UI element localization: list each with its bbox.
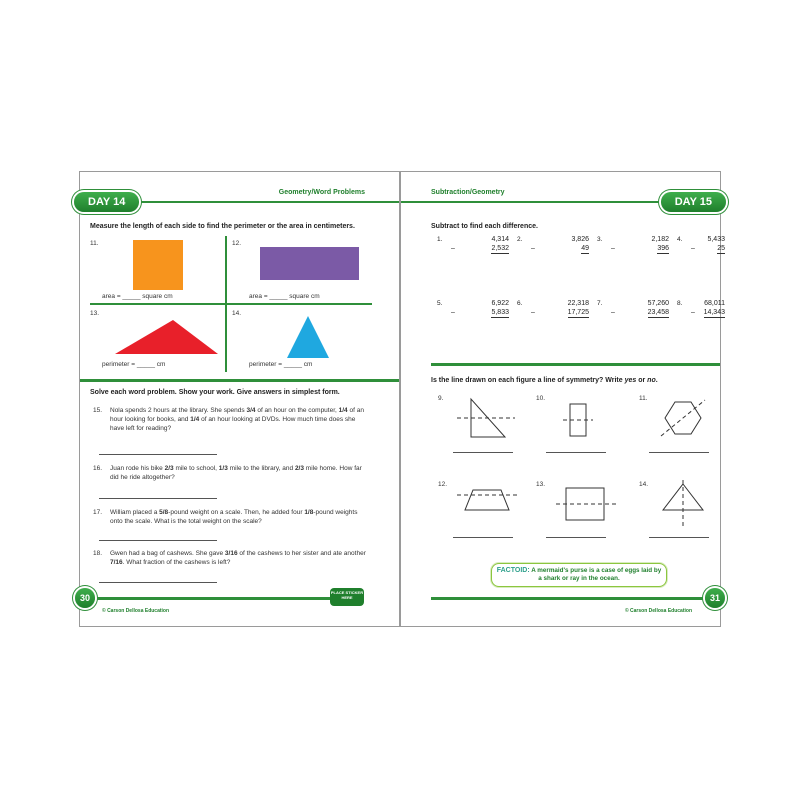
word-problem-instruction: Solve each word problem. Show your work. Give answers in simplest form. bbox=[90, 389, 340, 396]
subtraction-problem: 6. 22,318 – 17,725 bbox=[517, 300, 589, 316]
figure-number: 12. bbox=[438, 481, 448, 488]
trapezoid-figure bbox=[457, 484, 521, 518]
answer-line[interactable] bbox=[453, 537, 513, 538]
purple-rectangle bbox=[260, 247, 359, 280]
orange-square bbox=[133, 240, 183, 290]
subtraction-problem: 5. 6,922 – 5,833 bbox=[437, 300, 509, 316]
figure-number: 10. bbox=[536, 395, 546, 402]
figure-number: 14. bbox=[639, 481, 649, 488]
footer-rule bbox=[90, 597, 339, 600]
blue-triangle bbox=[285, 314, 331, 360]
word-problem-16: Juan rode his bike 2/3 mile to school, 1/3 mile to the library, and 2/3 mile home. How far did he ride altogether? bbox=[110, 465, 362, 481]
subtraction-problem: 2. 3,826 – 49 bbox=[517, 236, 589, 252]
sticker-placeholder: PLACE STICKER HERE bbox=[330, 588, 364, 606]
subtraction-problem: 3. 2,182 – 396 bbox=[597, 236, 669, 252]
page-number: 31 bbox=[705, 588, 725, 608]
copyright: © Carson Dellosa Education bbox=[624, 608, 692, 614]
answer-line[interactable] bbox=[546, 537, 606, 538]
subtraction-problem: 7. 57,260 – 23,458 bbox=[597, 300, 669, 316]
problem-number: 17. bbox=[93, 509, 103, 516]
perimeter-label: perimeter = _____ cm bbox=[102, 361, 166, 368]
area-label: area = _____ square cm bbox=[102, 293, 173, 300]
problem-number: 18. bbox=[93, 550, 103, 557]
shape-number: 12. bbox=[232, 240, 242, 247]
section-rule bbox=[431, 363, 720, 366]
factoid-text: A mermaid's purse is a case of eggs laid by a shark or ray in the ocean. bbox=[531, 567, 662, 582]
day-badge: DAY 14 bbox=[74, 192, 139, 212]
factoid-label: FACTOID: bbox=[496, 567, 530, 574]
word-problem-18: Gwen had a bag of cashews. She gave 3/16 of the cashews to her sister and ate another 7/16. What fraction of the cashews is left? bbox=[110, 550, 366, 566]
rectangle-figure bbox=[563, 400, 593, 440]
symmetry-instruction: Is the line drawn on each figure a line of symmetry? Write yes or no. bbox=[431, 377, 658, 384]
triangle-figure bbox=[457, 397, 517, 441]
perimeter-label: perimeter = _____ cm bbox=[249, 361, 313, 368]
answer-line[interactable] bbox=[99, 582, 217, 583]
answer-line[interactable] bbox=[99, 498, 217, 499]
factoid-box bbox=[491, 563, 667, 587]
answer-line[interactable] bbox=[649, 537, 709, 538]
subtract-instruction: Subtract to find each difference. bbox=[431, 223, 538, 230]
subtraction-problem: 8. 68,011 – 14,343 bbox=[677, 300, 725, 316]
figure-number: 13. bbox=[536, 481, 546, 488]
page-number: 30 bbox=[75, 588, 95, 608]
subtraction-problem: 4. 5,433 – 25 bbox=[677, 236, 725, 252]
answer-line[interactable] bbox=[546, 452, 606, 453]
grid-horizontal-divider bbox=[90, 303, 372, 305]
red-triangle bbox=[113, 318, 223, 356]
day-badge: DAY 15 bbox=[661, 192, 726, 212]
figure-number: 11. bbox=[639, 395, 648, 402]
shape-number: 13. bbox=[90, 310, 100, 317]
section-rule bbox=[80, 379, 399, 382]
word-problem-17: William placed a 5/8-pound weight on a scale. Then, he added four 1/8-pound weights onto the scale. What is the total weight on the scale? bbox=[110, 509, 358, 525]
word-problem-15: Nola spends 2 hours at the library. She spends 3/4 of an hour on the computer, 1/4 of an hour looking for books, and 1/4 of an hour looking at DVDs. How much time does she have left for reading? bbox=[110, 407, 364, 432]
right-page bbox=[400, 171, 725, 627]
section-title: Subtraction/Geometry bbox=[431, 189, 505, 196]
hexagon-figure bbox=[659, 396, 707, 440]
square-figure bbox=[556, 484, 616, 524]
answer-line[interactable] bbox=[99, 454, 217, 455]
area-label: area = _____ square cm bbox=[249, 293, 320, 300]
shape-number: 14. bbox=[232, 310, 242, 317]
answer-line[interactable] bbox=[453, 452, 513, 453]
answer-line[interactable] bbox=[649, 452, 709, 453]
footer-rule bbox=[431, 597, 710, 600]
measure-instruction: Measure the length of each side to find the perimeter or the area in centimeters. bbox=[90, 223, 355, 230]
isosceles-triangle-figure bbox=[659, 480, 707, 528]
copyright: © Carson Dellosa Education bbox=[102, 608, 170, 614]
left-page bbox=[79, 171, 400, 627]
problem-number: 15. bbox=[93, 407, 103, 414]
problem-number: 16. bbox=[93, 465, 103, 472]
subtraction-problem: 1. 4,314 – 2,532 bbox=[437, 236, 509, 252]
answer-line[interactable] bbox=[99, 540, 217, 541]
section-title: Geometry/Word Problems bbox=[278, 189, 365, 196]
shape-number: 11. bbox=[90, 240, 99, 247]
figure-number: 9. bbox=[438, 395, 444, 402]
